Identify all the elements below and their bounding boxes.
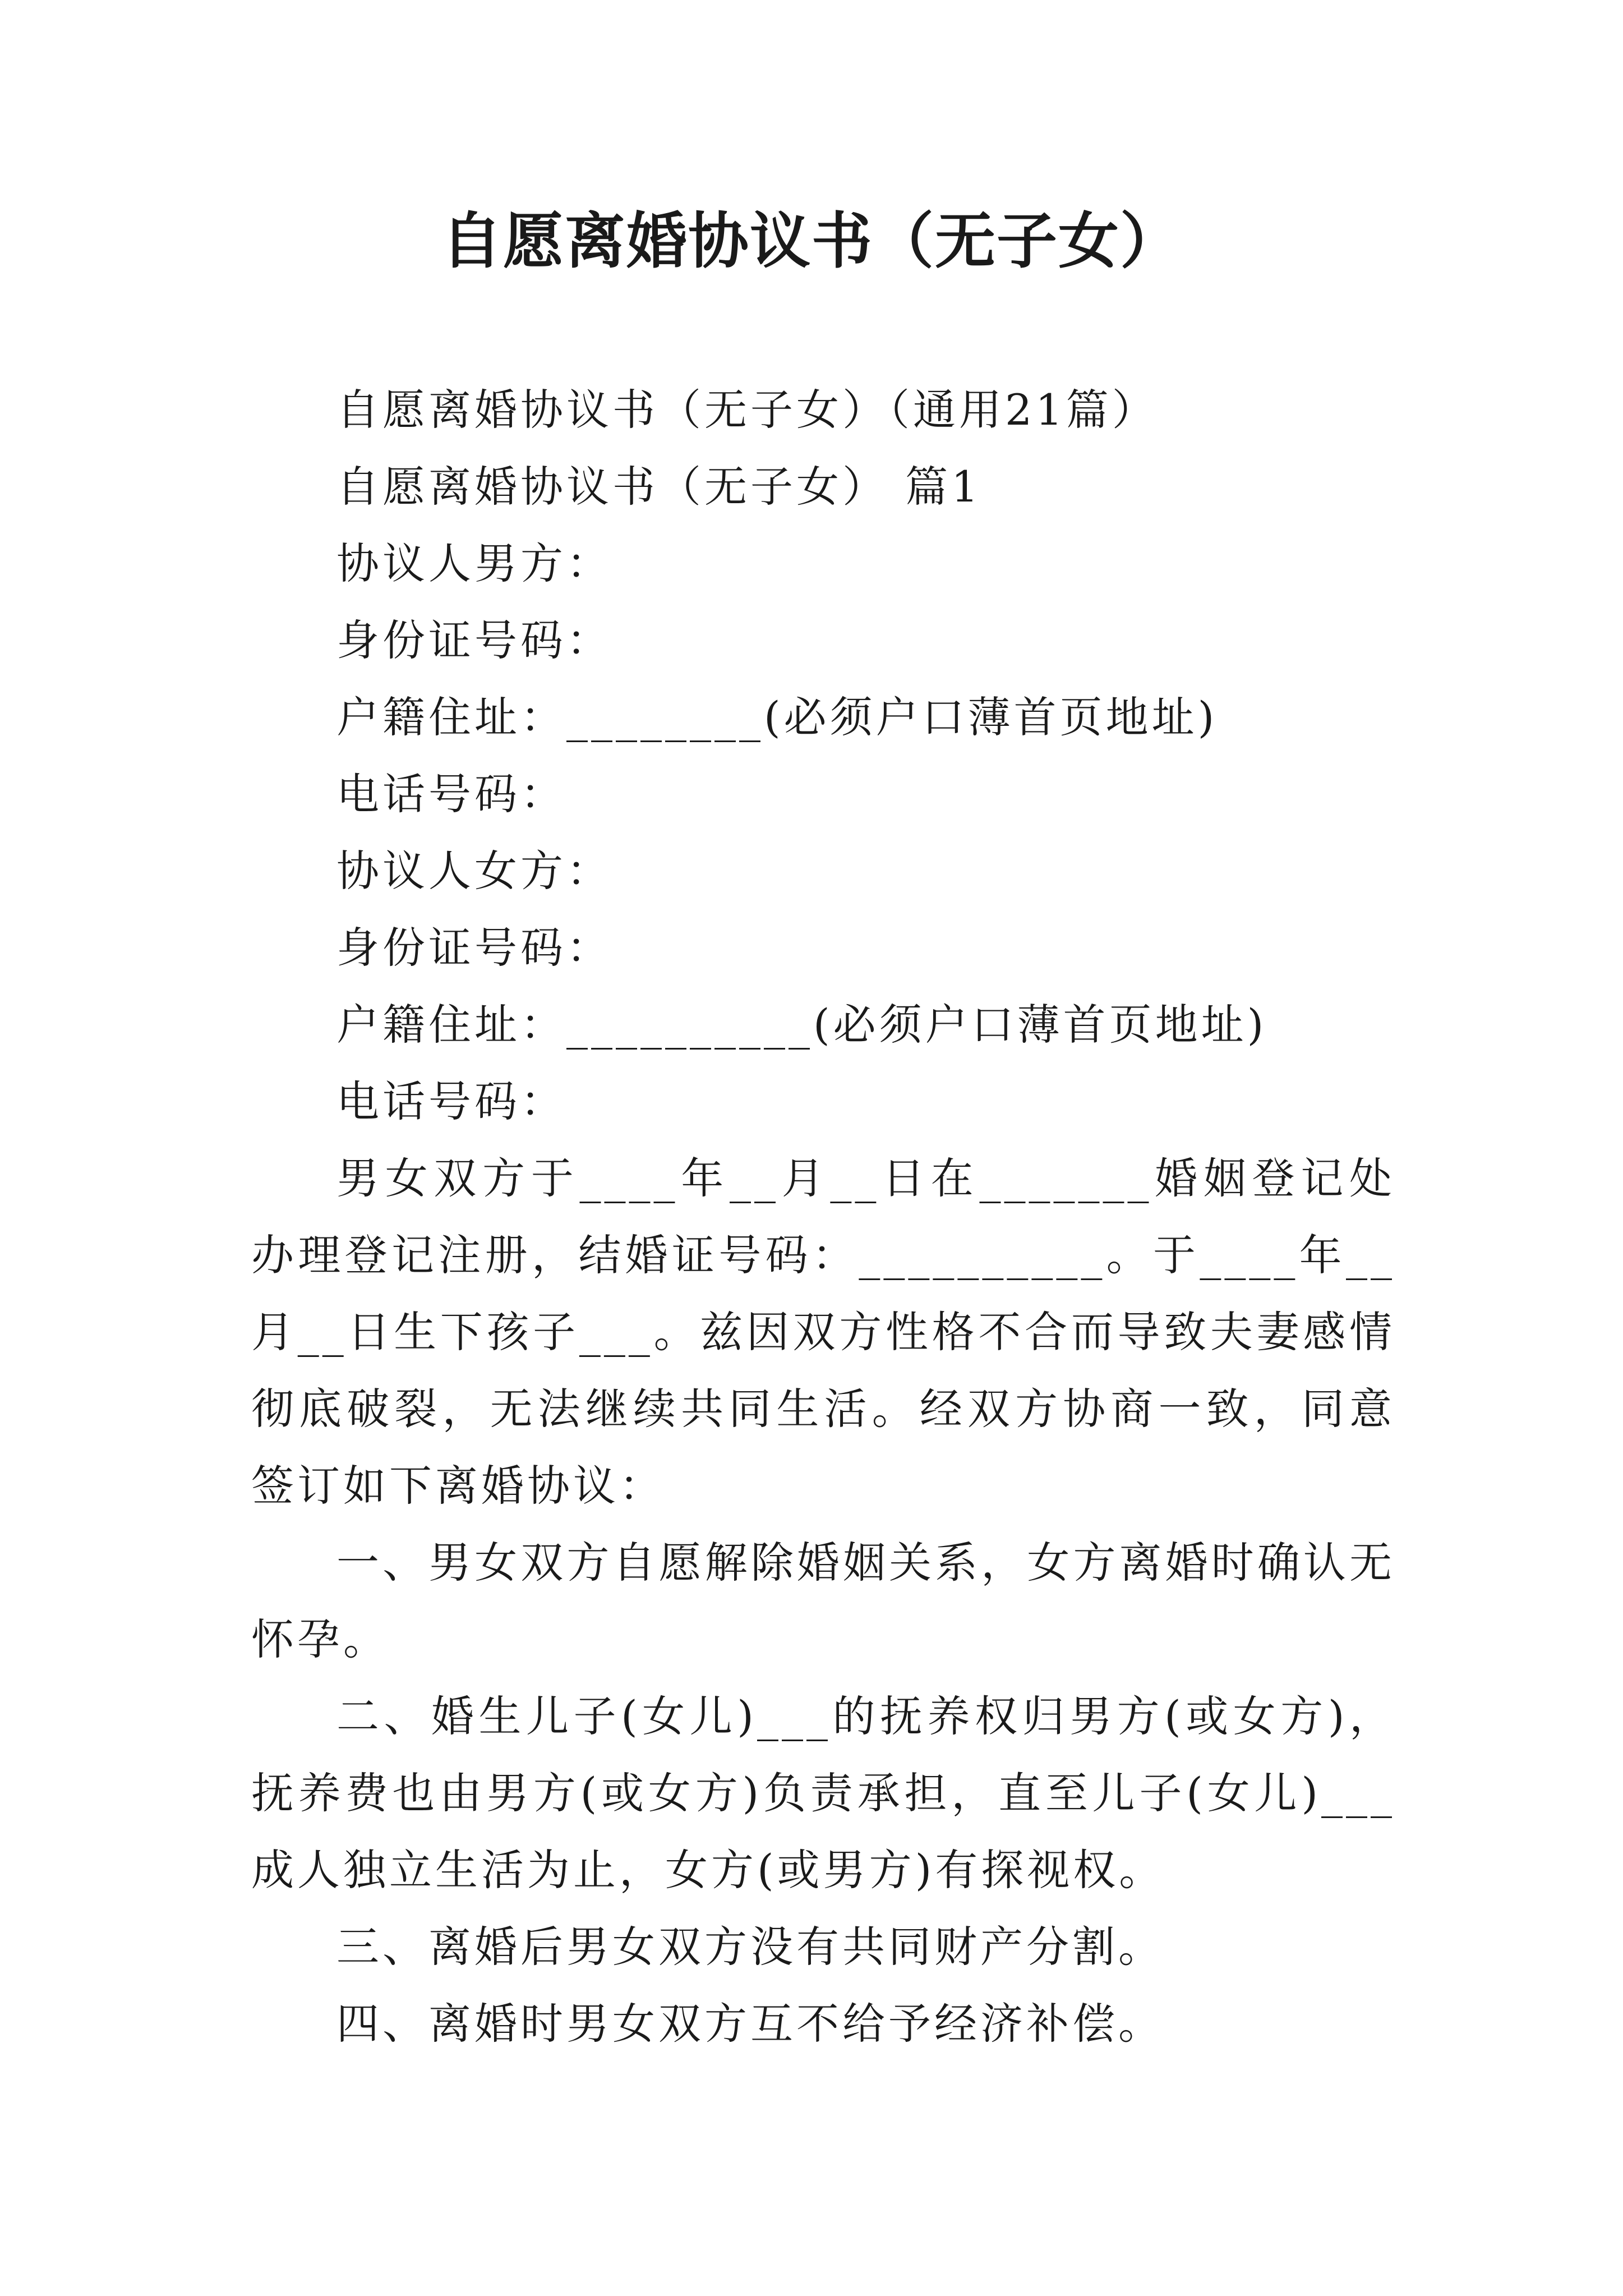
male-party-label: 协议人男方：: [336, 539, 612, 588]
clause-3: 三、离婚后男女双方没有共同财产分割。: [336, 1922, 1164, 1972]
document-body: [251, 371, 1395, 2062]
section-heading: 自愿离婚协议书（无子女） 篇1: [336, 462, 982, 512]
male-id-number-label: 身份证号码：: [336, 615, 612, 665]
male-household-address: 户籍住址：________(必须户口薄首页地址): [336, 692, 1218, 742]
male-phone-label: 电话号码：: [336, 769, 566, 819]
document-title: 自愿离婚协议书（无子女）: [441, 206, 1182, 277]
clause-1: 一、男女双方自愿解除婚姻关系，女方离婚时确认无怀孕。: [251, 1538, 1395, 1664]
subtitle-collection: 自愿离婚协议书（无子女）（通用21篇）: [336, 385, 1158, 435]
female-household-address: 户籍住址：__________(必须户口薄首页地址): [336, 1000, 1267, 1050]
clause-2: 二、婚生儿子(女儿)___的抚养权归男方(或女方)，抚养费也由男方(或女方)负责承担，直至儿子(女儿)___成人独立生活为止，女方(或男方)有探视权。: [251, 1691, 1395, 1895]
female-phone-label: 电话号码：: [336, 1076, 566, 1126]
female-party-label: 协议人女方：: [336, 846, 612, 896]
female-id-number-label: 身份证号码：: [336, 923, 612, 973]
marriage-background-paragraph: 男女双方于____年__月__日在_______婚姻登记处办理登记注册，结婚证号码：__________。于____年__月__日生下孩子___。兹因双方性格不合而导致夫妻感情彻底破裂，无法继续共同生活。经双方协商一致，同意签订如下离婚协议：: [251, 1153, 1395, 1511]
clause-4: 四、离婚时男女双方互不给予经济补偿。: [336, 1999, 1164, 2049]
